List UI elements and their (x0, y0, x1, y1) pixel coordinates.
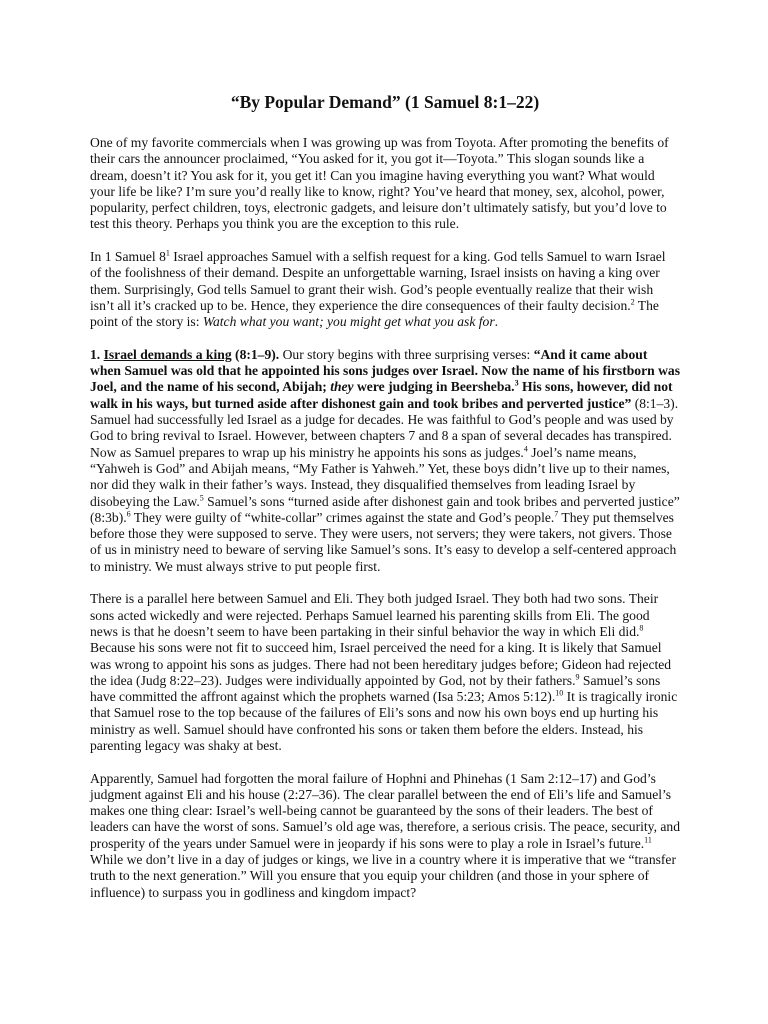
summary-paragraph (90, 249, 680, 330)
text-run: There is a parallel here between Samuel and Eli. They both judged Israel. They both had two sons. Their sons acted wickedly and were rejected. Perhaps Samuel learned his parenting skills from Eli. The good news is that he doesn’t seem to have been partaking in their sinful behavior the way in which Eli did. (90, 591, 659, 639)
footnote-ref: 6 (126, 509, 131, 519)
footnote-ref: 3 (514, 378, 519, 388)
footnote-ref: 4 (523, 444, 528, 454)
page-title: “By Popular Demand” (1 Samuel 8:1–22) (230, 92, 540, 112)
section-one-paragraph (90, 347, 680, 575)
text-run: Apparently, Samuel had forgotten the moral failure of Hophni and Phinehas (1 Sam 2:12–17) and God’s judgment against Eli and his house (2:27–36). The clear parallel between the end of Eli’s life and Samuel’s makes one thing clear: Israel’s well-being cannot be guaranteed by the sons of their leaders. The best of leaders can have the worst of sons. Samuel’s old age was, therefore, a serious crisis. The peace, security, and prosperity of the years under Samuel were in jeopardy if his sons were to play a role in Israel’s future. (90, 770, 680, 851)
text-run: . (494, 314, 499, 330)
section-heading: Israel demands a king (103, 346, 232, 362)
intro-paragraph: One of my favorite commercials when I was growing up was from Toyota. After promoting the benefits of their cars the announcer proclaimed, “You asked for it, you got it—Toyota.” This slogan sounds like a dream, doesn’t it? You ask for it, you get it! Can you imagine having everything you want? What would your life be like? I’m sure you’d really like to know, right? You’ve heard that money, sex, alcohol, power, popularity, perfect children, toys, electronic gadgets, and leisure don’t ultimately satisfy, but you’d love to test this theory. Perhaps you think you are the exception to this rule. (90, 135, 669, 232)
scripture-quote: His sons, however, did not walk in his ways, but turned aside after dishonest gain and took bribes and perverted justice” (90, 379, 673, 411)
footnote-ref: 10 (555, 688, 564, 698)
main-point: Watch what you want; you might get what you ask for (202, 314, 495, 330)
closing-paragraph (90, 771, 680, 901)
text-run: Joel’s name means, “Yahweh is God” and Abijah means, “My Father is Yahweh.” Yet, these boys didn’t live up to their names, nor did they walk in their father’s ways. Instead, they disqualified themselves from leading Israel by disobeying the Law. (90, 444, 670, 509)
text-run: They were guilty of “white-collar” crimes against the state and God’s people. (130, 509, 555, 525)
section-reference: (8:1–9). (231, 346, 280, 362)
section-number: 1. (90, 346, 104, 362)
footnote-ref: 9 (575, 672, 580, 682)
parallel-paragraph (90, 591, 680, 754)
text-run: Because his sons were not fit to succeed him, Israel perceived the need for a king. It is likely that Samuel was wrong to appoint his sons as judges. There had not been hereditary judges before; Gideon had rejected the idea (Judg 8:22–23). Judges were individually appointed by God, not by their fathers. (90, 640, 672, 688)
text-run: Israel approaches Samuel with a selfish request for a king. God tells Samuel to warn Israel of the foolishness of their demand. Despite an unforgettable warning, Israel insists on having a king over them. Surprisingly, God tells Samuel to grant their wish. God’s people eventually realize that their wish isn’t all it’s cracked up to be. Hence, they experience the dire consequences of their faulty decision. (90, 249, 666, 313)
text-run: In 1 Samuel 8 (90, 249, 166, 265)
text-run: They put themselves before those they were supposed to serve. They were users, not servers; they were takers, not givers. Those of us in ministry need to beware of serving like Samuel’s sons. It’s easy to develop a self-centered approach to ministry. We must always strive to put people first. (90, 509, 677, 574)
scripture-quote: were judging in Beersheba. (353, 379, 515, 395)
text-run: (8:1–3). Samuel had successfully led Israel as a judge for decades. He was faithful to God’s people and was used by God to bring revival to Israel. However, between chapters 7 and 8 a span of several decades has transpired. Now as Samuel prepares to wrap up his ministry he appoints his sons as judges. (90, 395, 679, 460)
footnote-ref: 1 (165, 248, 170, 258)
footnote-ref: 5 (199, 493, 204, 502)
footnote-ref: 7 (554, 509, 559, 519)
text-run: Samuel’s sons “turned aside after dishonest gain and took bribes and perverted justice” (8:3b). (90, 493, 680, 525)
scripture-quote: “And it came about when Samuel was old that he appointed his sons judges over Israel. Now the name of his firstborn was Joel, and the name of his second, Abijah; (90, 346, 681, 395)
text-run: While we don’t live in a day of judges or kings, we live in a country where it is imperative that we “transfer truth to the next generation.” Will you ensure that you equip your children (and those in your sphere of influence) to surpass you in godliness and kingdom impact? (90, 852, 676, 900)
text-run: The point of the story is: (90, 297, 659, 330)
footnote-ref: 8 (639, 623, 644, 633)
footnote-ref: 11 (644, 835, 652, 845)
text-run: Samuel’s sons have committed the affront against which the prophets warned (Isa 5:23; Amos 5:12). (90, 672, 661, 705)
text-run: Our story begins with three surprising verses: (279, 346, 534, 362)
scripture-quote-italic: they (330, 379, 354, 395)
text-run: It is tragically ironic that Samuel rose to the top because of the failures of Eli’s sons and now his own boys end up hurting his ministry as well. Samuel should have confronted his sons or taken them before the elders. Instead, his parenting legacy was shaky at best. (90, 689, 678, 753)
footnote-ref: 2 (630, 297, 635, 307)
